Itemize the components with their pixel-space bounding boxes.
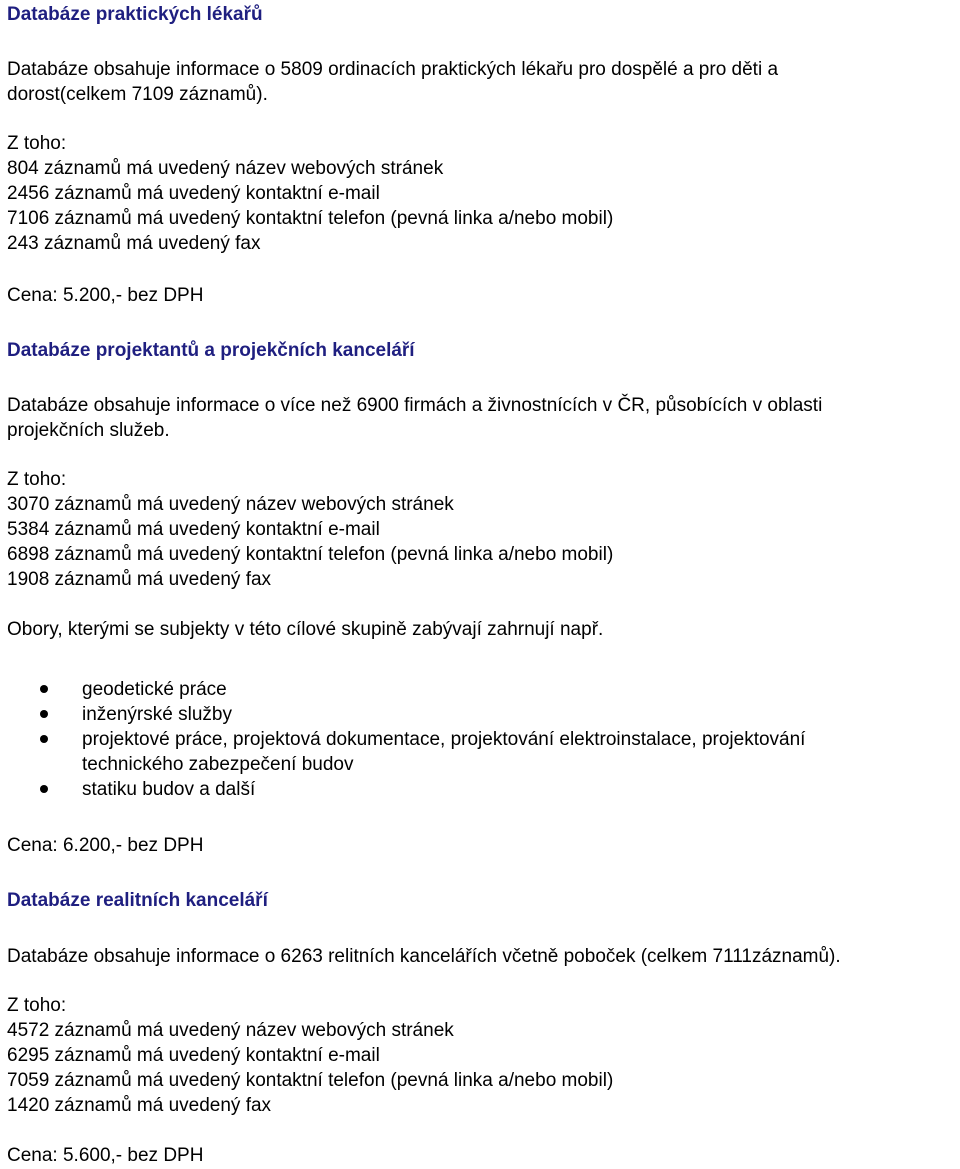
stat-line: 804 záznamů má uvedený název webových stránek: [7, 158, 444, 179]
intro-line: Databáze obsahuje informace o 5809 ordinacích praktických lékařu pro dospělé a pro děti a: [7, 59, 779, 80]
list-item-text: geodetické práce: [82, 679, 227, 700]
stat-line: 1908 záznamů má uvedený fax: [7, 569, 272, 590]
intro-line: projekčních služeb.: [7, 420, 170, 441]
stat-line: 7106 záznamů má uvedený kontaktní telefon (pevná linka a/nebo mobil): [7, 208, 614, 229]
list-item: [0, 677, 805, 702]
section-intro: [7, 944, 841, 969]
list-item-text: inženýrské služby: [82, 704, 232, 725]
stat-line: 2456 záznamů má uvedený kontaktní e-mail: [7, 183, 380, 204]
z-toho-label: Z toho:: [7, 133, 67, 154]
section-heading: Databáze realitních kanceláří: [7, 890, 268, 911]
list-item-text: technického zabezpečení budov: [82, 754, 354, 775]
list-item-text: statiku budov a další: [82, 779, 256, 800]
stat-line: 7059 záznamů má uvedený kontaktní telefon (pevná linka a/nebo mobil): [7, 1070, 614, 1091]
stats-block: [7, 131, 613, 256]
intro-line: dorost(celkem 7109 záznamů).: [7, 84, 268, 105]
price-line: Cena: 5.600,- bez DPH: [7, 1145, 204, 1166]
bullet-icon: [40, 710, 48, 718]
intro-line: Databáze obsahuje informace o více než 6900 firmách a živnostnících v ČR, působících v oblasti: [7, 395, 823, 416]
price-line: Cena: 6.200,- bez DPH: [7, 835, 204, 856]
stat-line: 6295 záznamů má uvedený kontaktní e-mail: [7, 1045, 380, 1066]
section-intro: [7, 393, 822, 443]
bullet-icon: [40, 785, 48, 793]
stat-line: 3070 záznamů má uvedený název webových stránek: [7, 494, 454, 515]
price-line: Cena: 5.200,- bez DPH: [7, 285, 204, 306]
section-intro: [7, 57, 778, 107]
intro-line: Databáze obsahuje informace o 6263 relitních kancelářích včetně poboček (celkem 7111záznamů).: [7, 946, 841, 967]
stats-block: [7, 993, 613, 1118]
bullet-icon: [40, 735, 48, 743]
z-toho-label: Z toho:: [7, 469, 67, 490]
stat-line: 4572 záznamů má uvedený název webových stránek: [7, 1020, 454, 1041]
stat-line: 243 záznamů má uvedený fax: [7, 233, 261, 254]
section-heading: Databáze projektantů a projekčních kanceláří: [7, 340, 415, 361]
stats-block: [7, 467, 613, 592]
bullet-icon: [40, 685, 48, 693]
obory-line: Obory, kterými se subjekty v této cílové skupině zabývají zahrnují např.: [7, 619, 604, 640]
list-item: [0, 702, 805, 727]
stat-line: 5384 záznamů má uvedený kontaktní e-mail: [7, 519, 380, 540]
stat-line: 1420 záznamů má uvedený fax: [7, 1095, 272, 1116]
list-item: [0, 727, 805, 777]
list-item: [0, 777, 805, 802]
section-heading: Databáze praktických lékařů: [7, 4, 263, 25]
stat-line: 6898 záznamů má uvedený kontaktní telefon (pevná linka a/nebo mobil): [7, 544, 614, 565]
bullet-list: [0, 677, 805, 802]
z-toho-label: Z toho:: [7, 995, 67, 1016]
list-item-text: projektové práce, projektová dokumentace, projektování elektroinstalace, projektování: [82, 729, 806, 750]
